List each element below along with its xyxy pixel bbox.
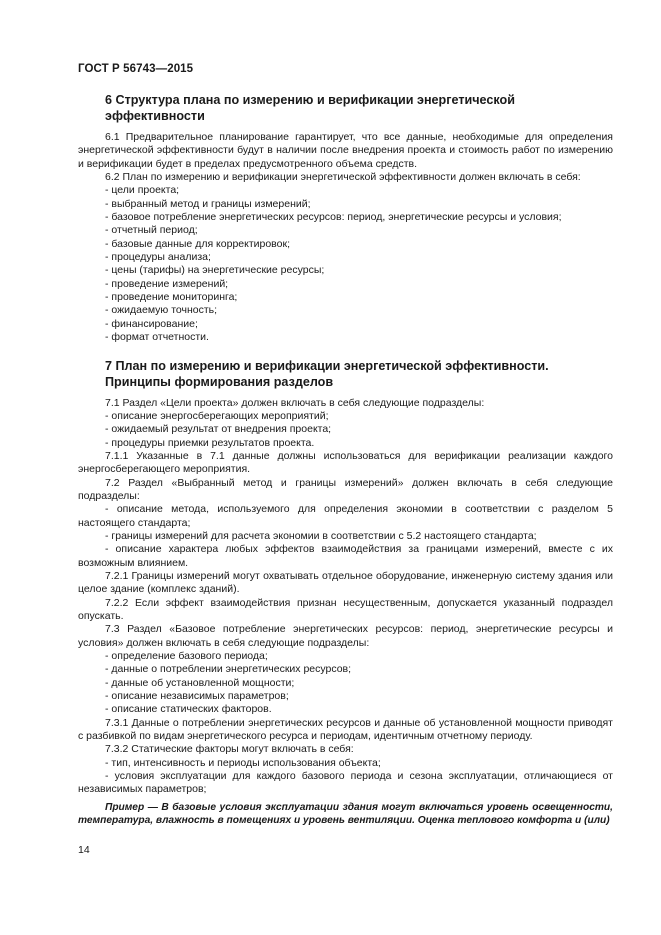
paragraph-6-1: 6.1 Предварительное планирование гарантирует, что все данные, необходимые для определения энергетической эффективности будут в наличии после внедрения проекта и стоимость работ по измерению и верификации будет в пределах предусмотренного объема средств. <box>78 131 613 170</box>
section-7-title: 7 План по измерению и верификации энергетической эффективности. Принципы формирования разделов <box>105 358 549 389</box>
standard-header: ГОСТ Р 56743—2015 <box>78 63 194 75</box>
list-item: - данные о потреблении энергетических ресурсов; <box>105 663 352 676</box>
paragraph-7-3-2: 7.3.2 Статические факторы могут включать в себя: <box>105 743 354 756</box>
list-item: - цели проекта; <box>105 184 180 197</box>
list-item: - описание независимых параметров; <box>105 690 289 703</box>
list-item: - процедуры анализа; <box>105 251 211 264</box>
section-6-list <box>78 184 613 344</box>
section-7-1-list <box>78 410 613 450</box>
example-note: Пример — В базовые условия эксплуатации здания могут включаться уровень освещенности, температура, влажность в помещениях и уровень вентиляции. Оценка теплового комфорта и (или) <box>78 801 613 826</box>
list-item: - проведение измерений; <box>105 277 229 290</box>
page-number: 14 <box>78 844 90 856</box>
section-7-3-list <box>78 650 613 717</box>
list-item: - базовое потребление энергетических ресурсов: период, энергетические ресурсы и условия; <box>105 211 562 224</box>
list-item: - описание статических факторов. <box>105 703 272 716</box>
list-item: - ожидаемый результат от внедрения проекта; <box>105 423 332 436</box>
list-item: - определение базового периода; <box>105 650 268 663</box>
list-item: - описание энергосберегающих мероприятий; <box>105 409 329 422</box>
paragraph-7-2: 7.2 Раздел «Выбранный метод и границы измерений» должен включать в себя следующие подразделы: <box>78 476 613 502</box>
paragraph-7-2-2: 7.2.2 Если эффект взаимодействия признан несущественным, допускается указанный подраздел опускать. <box>78 596 613 622</box>
list-item: - границы измерений для расчета экономии в соответствии с 5.2 настоящего стандарта; <box>105 529 537 542</box>
list-item: - выбранный метод и границы измерений; <box>105 197 311 210</box>
list-item: - проведение мониторинга; <box>105 291 238 304</box>
paragraph-7-3-1: 7.3.1 Данные о потреблении энергетических ресурсов и данные об установленной мощности приводят с разбивкой по видам энергетического ресурса и периодам, идентичным отчетному периоду. <box>78 716 613 743</box>
section-7-2-list <box>78 503 613 570</box>
list-item: - цены (тарифы) на энергетические ресурсы; <box>105 264 325 277</box>
list-item: - финансирование; <box>105 317 198 330</box>
page-content <box>78 92 613 827</box>
section-7-3-2-list <box>78 757 613 797</box>
paragraph-7-3: 7.3 Раздел «Базовое потребление энергетических ресурсов: период, энергетические ресурсы и условия» должен включать в себя следующие подразделы: <box>78 623 613 649</box>
list-item: - ожидаемую точность; <box>105 304 218 317</box>
list-item: - тип, интенсивность и периоды использования объекта; <box>105 756 381 769</box>
list-item: - описание метода, используемого для определения экономии в соответствии с разделом 5 настоящего стандарта; <box>78 503 613 529</box>
list-item: - базовые данные для корректировок; <box>105 237 290 250</box>
list-item: - отчетный период; <box>105 224 198 237</box>
paragraph-7-1-1: 7.1.1 Указанные в 7.1 данные должны использоваться для верификации реализации каждого энергосберегающего мероприятия. <box>78 449 613 476</box>
list-item: - формат отчетности. <box>105 331 209 344</box>
section-6-title: 6 Структура плана по измерению и верификации энергетической эффективности <box>105 93 515 123</box>
list-item: - условия эксплуатации для каждого базового периода и сезона эксплуатации, отличающиеся от независимых параметров; <box>78 770 613 796</box>
list-item: - процедуры приемки результатов проекта. <box>105 436 315 449</box>
paragraph-7-2-1: 7.2.1 Границы измерений могут охватывать отдельное оборудование, инженерную систему здания или целое здание (комплекс зданий). <box>78 569 613 596</box>
list-item: - описание характера любых эффектов взаимодействия за границами измерений, вместе с их возможным влиянием. <box>78 543 613 569</box>
list-item: - данные об установленной мощности; <box>105 676 295 689</box>
paragraph-6-2: 6.2 План по измерению и верификации энергетической эффективности должен включать в себя: <box>105 171 581 184</box>
paragraph-7-1: 7.1 Раздел «Цели проекта» должен включать в себя следующие подразделы: <box>105 396 485 409</box>
